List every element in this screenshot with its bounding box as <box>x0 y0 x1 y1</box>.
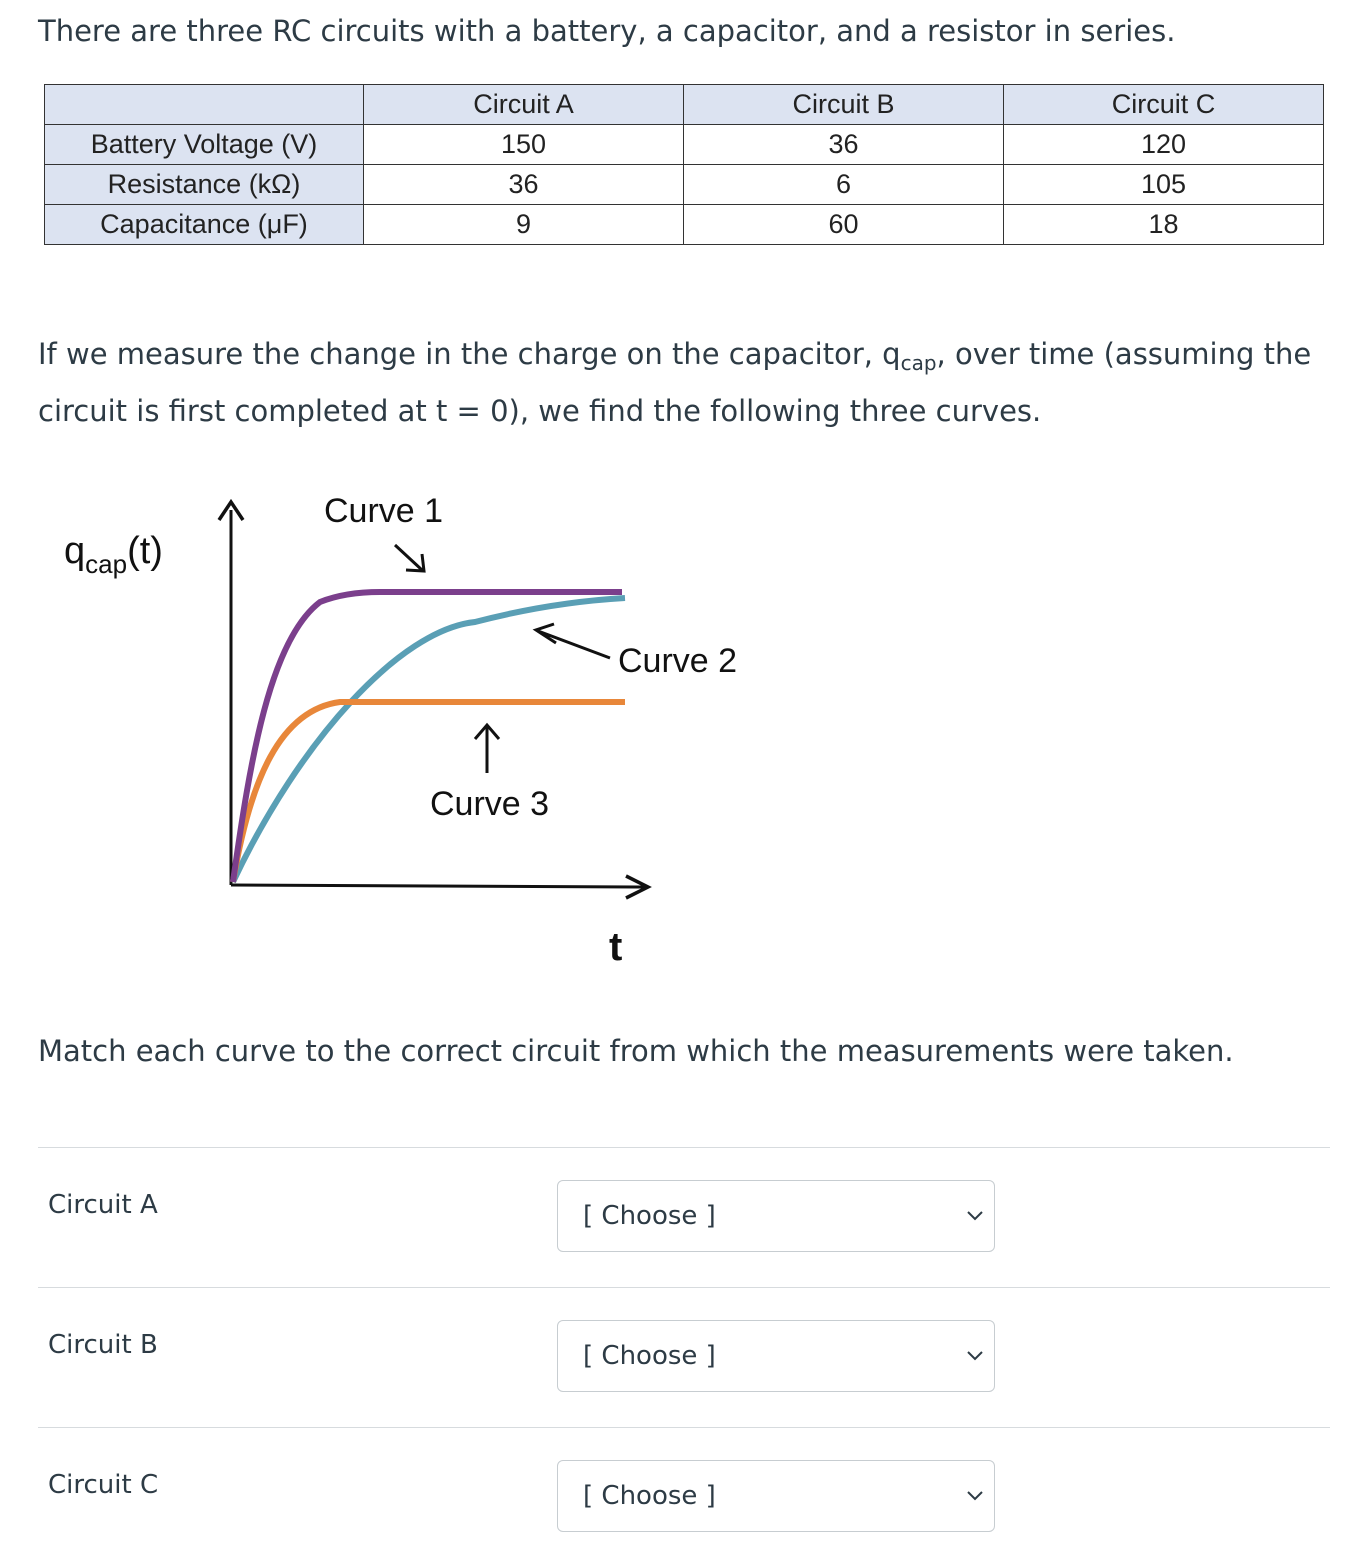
table-row-resistance <box>45 165 1324 205</box>
chevron-down-icon <box>966 1209 984 1223</box>
cell-capacitance-b: 60 <box>684 205 1004 245</box>
column-header-circuit-c: Circuit C <box>1004 85 1324 125</box>
match-label-circuit-a: Circuit A <box>48 1190 158 1220</box>
circuit-b-curve-select[interactable] <box>557 1320 995 1392</box>
chevron-down-icon <box>966 1489 984 1503</box>
cell-voltage-c: 120 <box>1004 125 1324 165</box>
match-label-circuit-b: Circuit B <box>48 1330 158 1360</box>
cell-capacitance-c: 18 <box>1004 205 1324 245</box>
column-header-circuit-a: Circuit A <box>364 85 684 125</box>
circuit-c-curve-select[interactable] <box>557 1460 995 1532</box>
curve-3-line <box>233 702 625 882</box>
y-label-arg: (t) <box>127 530 163 572</box>
cell-resistance-c: 105 <box>1004 165 1324 205</box>
match-prompt: Match each curve to the correct circuit from which the measurements were taken. <box>38 1034 1234 1068</box>
x-axis-label: t <box>609 925 623 969</box>
y-axis-label <box>64 530 163 579</box>
circuit-a-curve-select[interactable] <box>557 1180 995 1252</box>
circuit-parameters-table <box>44 84 1324 245</box>
paragraph-part2: , over time (assuming the circuit is first completed at t = 0), we find the following three curves. <box>38 337 1312 428</box>
curve-1-arrow-icon <box>395 545 424 571</box>
cell-voltage-b: 36 <box>684 125 1004 165</box>
cell-resistance-a: 36 <box>364 165 684 205</box>
curve-2-label: Curve 2 <box>618 642 738 680</box>
cell-resistance-b: 6 <box>684 165 1004 205</box>
measurement-paragraph <box>38 330 1328 435</box>
match-label-circuit-c: Circuit C <box>48 1470 159 1500</box>
row-label-voltage: Battery Voltage (V) <box>45 125 364 165</box>
divider <box>38 1287 1330 1288</box>
divider <box>38 1147 1330 1148</box>
charge-curves-graph <box>0 480 800 980</box>
select-value: [ Choose ] <box>583 1341 716 1371</box>
intro-text: There are three RC circuits with a battery, a capacitor, and a resistor in series. <box>38 14 1176 48</box>
x-axis <box>231 885 645 887</box>
curve-3-label: Curve 3 <box>430 785 550 823</box>
select-value: [ Choose ] <box>583 1481 716 1511</box>
select-value: [ Choose ] <box>583 1201 716 1231</box>
chevron-down-icon <box>966 1349 984 1363</box>
row-label-capacitance: Capacitance (μF) <box>45 205 364 245</box>
divider <box>38 1427 1330 1428</box>
y-label-sub: cap <box>85 549 128 579</box>
paragraph-part1: If we measure the change in the charge on the capacitor, q <box>38 337 901 371</box>
paragraph-subscript: cap <box>900 351 937 375</box>
table-header-row <box>45 85 1324 125</box>
column-header-circuit-b: Circuit B <box>684 85 1004 125</box>
curve-1-label: Curve 1 <box>324 492 444 530</box>
curve-3-arrow-icon <box>475 725 499 773</box>
table-row-capacitance <box>45 205 1324 245</box>
row-label-resistance: Resistance (kΩ) <box>45 165 364 205</box>
table-corner-cell <box>45 85 364 125</box>
cell-voltage-a: 150 <box>364 125 684 165</box>
curve-2-arrow-icon <box>536 624 610 658</box>
y-label-main: q <box>64 530 86 572</box>
cell-capacitance-a: 9 <box>364 205 684 245</box>
table-row-voltage <box>45 125 1324 165</box>
